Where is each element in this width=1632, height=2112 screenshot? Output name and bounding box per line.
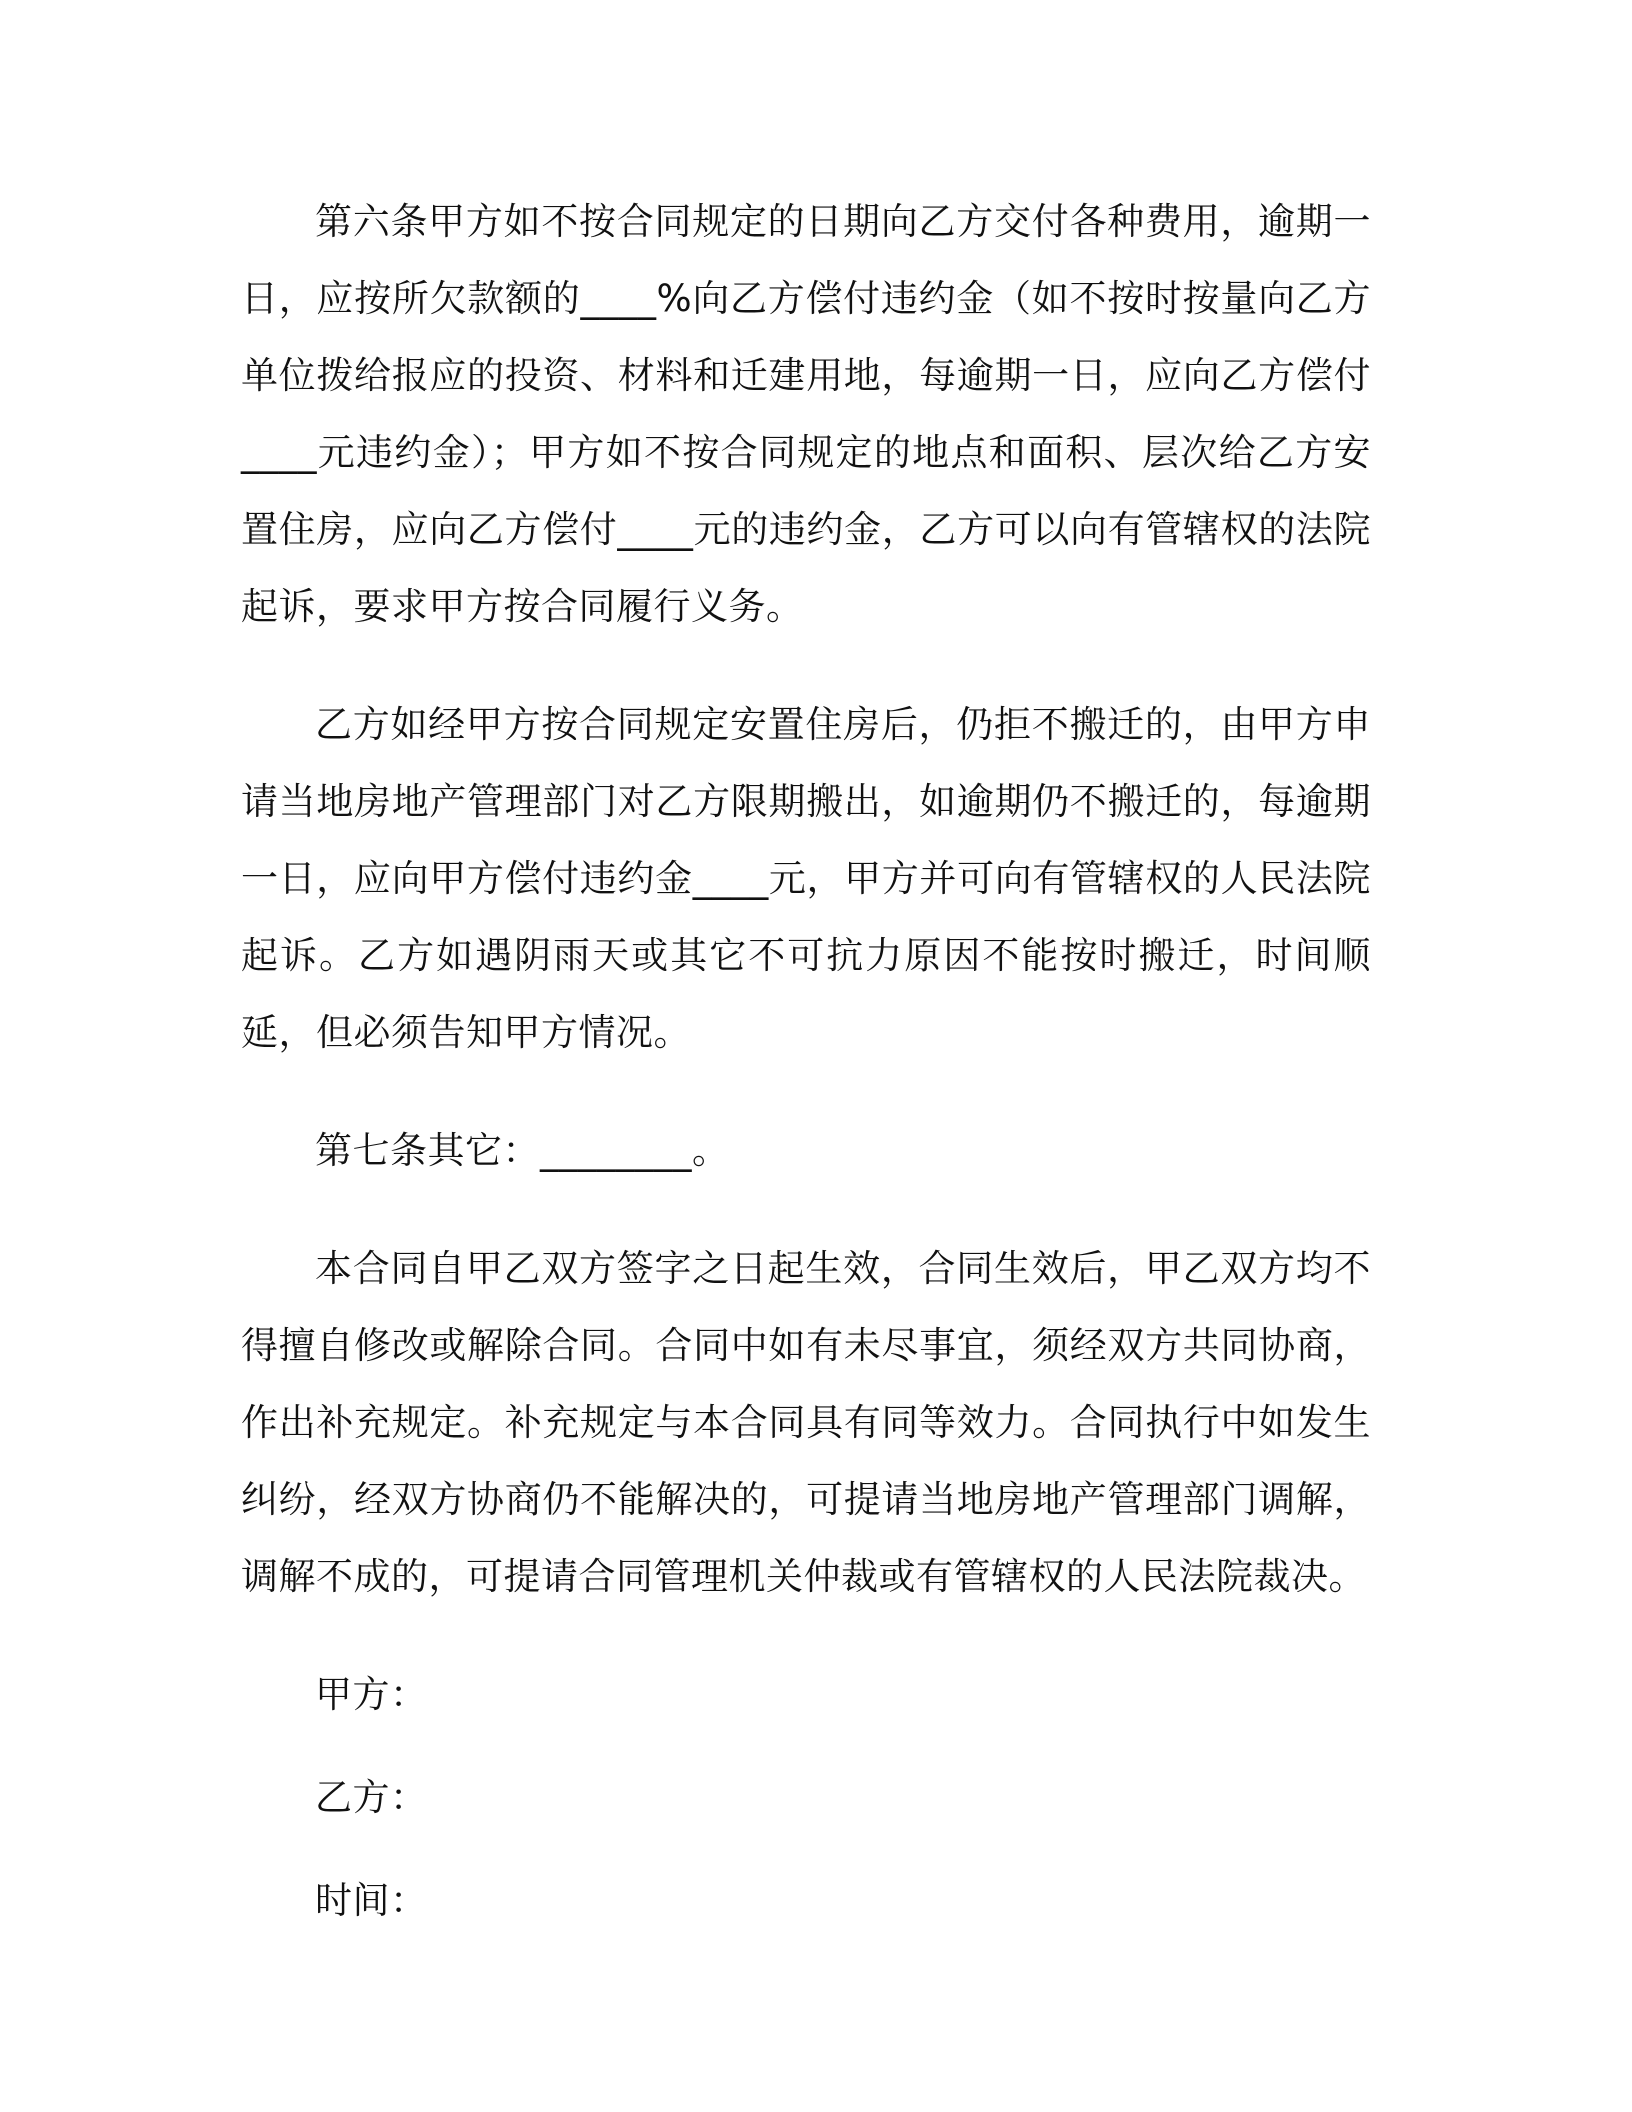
article-six-paragraph: 第六条甲方如不按合同规定的日期向乙方交付各种费用，逾期一日，应按所欠款额的____%向乙方偿付违约金（如不按时按量向乙方单位拨给报应的投资、材料和迁建用地，每逾期一日，应向乙方偿付____元违约金）；甲方如不按合同规定的地点和面积、层次给乙方安置住房，应向乙方偿付____元的违约金，乙方可以向有管辖权的法院起诉，要求甲方按合同履行义务。 <box>241 200 1371 628</box>
paragraph-spacer <box>241 1071 1371 1112</box>
signature-spacer <box>241 1733 1371 1759</box>
paragraph-spacer <box>241 645 1371 686</box>
paragraph-spacer <box>241 1615 1371 1656</box>
party-b-signature: 乙方： <box>315 1776 428 1819</box>
signature-spacer <box>241 1836 1371 1862</box>
document-body <box>241 183 1371 1939</box>
party-a-signature: 甲方： <box>315 1673 428 1716</box>
paragraph-spacer <box>241 1189 1371 1230</box>
article-seven-paragraph: 第七条其它：________。 <box>315 1129 730 1172</box>
relocation-paragraph: 乙方如经甲方按合同规定安置住房后，仍拒不搬迁的，由甲方申请当地房地产管理部门对乙方限期搬出，如逾期仍不搬迁的，每逾期一日，应向甲方偿付违约金____元，甲方并可向有管辖权的人民法院起诉。乙方如遇阴雨天或其它不可抗力原因不能按时搬迁，时间顺延，但必须告知甲方情况。 <box>241 703 1371 1054</box>
signing-time: 时间： <box>315 1879 428 1922</box>
effectiveness-paragraph: 本合同自甲乙双方签字之日起生效，合同生效后，甲乙双方均不得擅自修改或解除合同。合同中如有未尽事宜，须经双方共同协商，作出补充规定。补充规定与本合同具有同等效力。合同执行中如发生纠纷，经双方协商仍不能解决的，可提请当地房地产管理部门调解，调解不成的，可提请合同管理机关仲裁或有管辖权的人民法院裁决。 <box>241 1247 1371 1598</box>
